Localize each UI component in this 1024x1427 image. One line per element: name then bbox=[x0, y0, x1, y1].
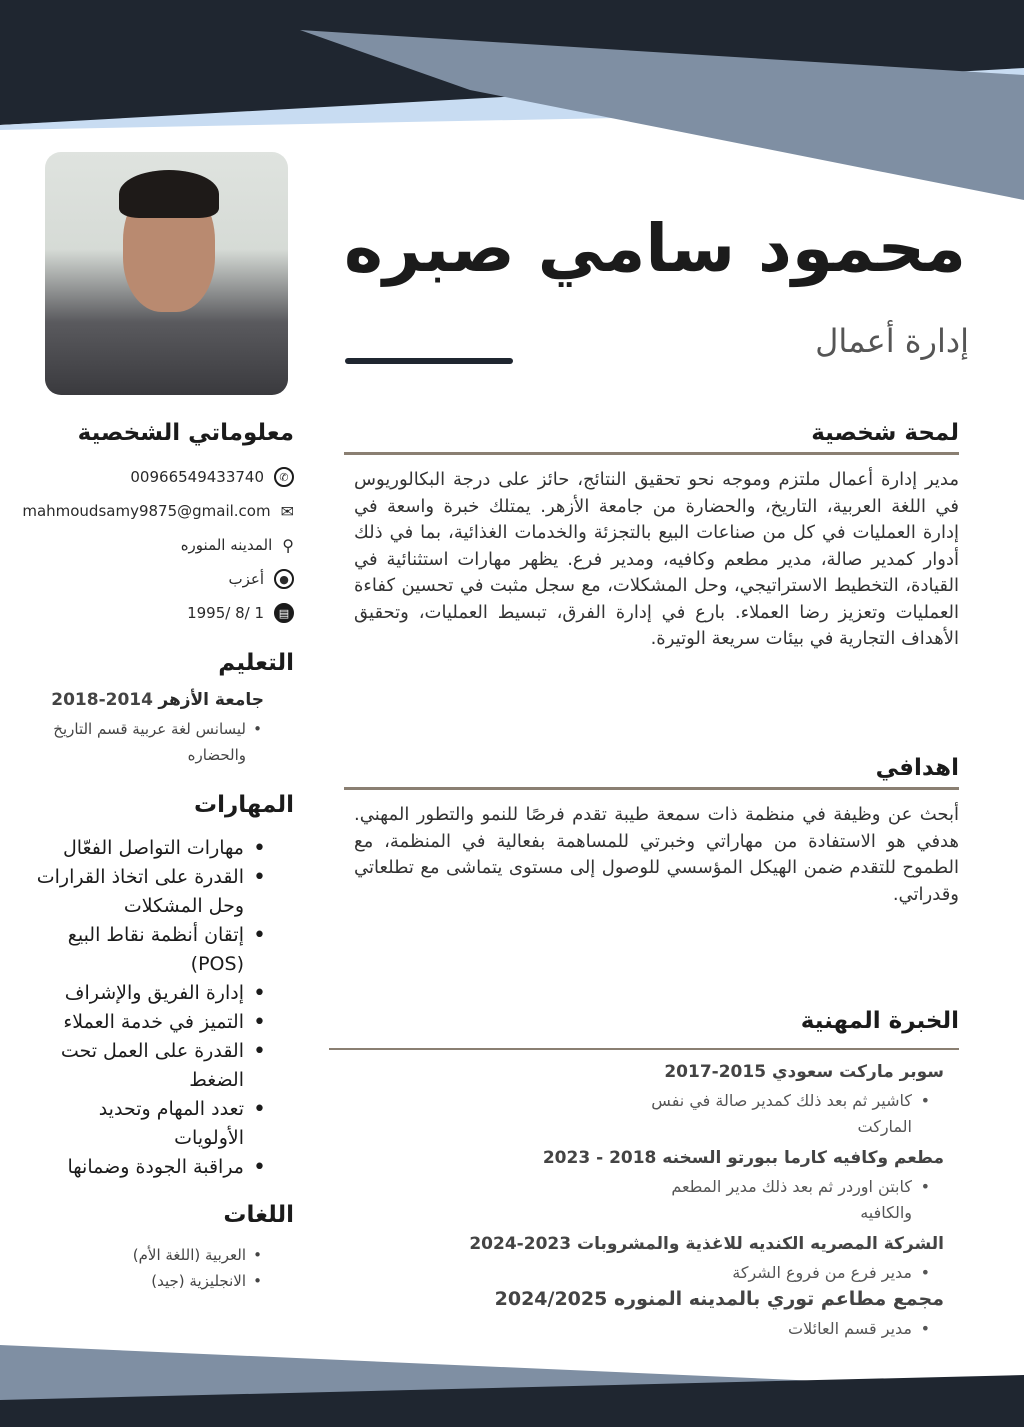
profile-text: مدير إدارة أعمال ملتزم وموجه نحو تحقيق النتائج، حائز على درجة البكالوريوس في اللغة العربية، التاريخ، والحضارة من جامعة الأزهر. يمتلك خبرة واسعة في إدارة العمليات في كل من صناعات البيع بالتجزئة والخدمات الغذائية، بما في ذلك أدوار كمدير صالة، مدير مطعم وكافيه، ومدير فرع. يظهر مهارات استثنائية في القيادة، التخطيط الاستراتيجي، وحل المشكلات، مع سجل مثبت في تحسين كفاءة العمليات وتعزيز رضا العملاء. بارع في إدارة الفرق، تبسيط العمليات، وتحقيق الأهداف التجارية في بيئات سريعة الوتيرة. bbox=[354, 469, 959, 649]
job-title: الشركة المصريه الكنديه للاغذية والمشروبات 2023-2024 bbox=[469, 1234, 944, 1254]
divider bbox=[344, 452, 959, 455]
job-title: إدارة أعمال bbox=[815, 322, 969, 360]
skill-item: • مهارات التواصل الفعّال bbox=[24, 834, 266, 863]
job-title: مطعم وكافيه كارما ببورتو السخنه 2018 - 2023 bbox=[542, 1148, 944, 1168]
candidate-name: محمود سامي صبره bbox=[344, 210, 966, 287]
personal-heading: معلوماتي الشخصية bbox=[77, 420, 294, 446]
skill-item: • تعدد المهام وتحديد الأولويات bbox=[24, 1095, 266, 1153]
goals-section bbox=[344, 755, 959, 908]
skill-item: • مراقبة الجودة وضمانها bbox=[24, 1153, 266, 1182]
goals-heading: اهدافي bbox=[875, 755, 959, 781]
job-item: • كاشير ثم بعد ذلك كمدير صالة في نفس الماركت bbox=[604, 1088, 944, 1140]
school: جامعة الأزهر bbox=[158, 690, 264, 710]
email: mahmoudsamy9875@gmail.com bbox=[22, 502, 271, 520]
experience-section bbox=[329, 1008, 959, 1342]
location-icon: ⚲ bbox=[282, 535, 294, 555]
phone-icon: ✆ bbox=[274, 467, 294, 487]
skill-item: • إدارة الفريق والإشراف bbox=[24, 979, 266, 1008]
experience-heading: الخبرة المهنية bbox=[800, 1008, 959, 1034]
calendar-icon: ▤ bbox=[274, 603, 294, 623]
skill-item: • التميز في خدمة العملاء bbox=[24, 1008, 266, 1037]
personal-info-section bbox=[0, 420, 294, 1294]
skill-item: • إتقان أنظمة نقاط البيع (POS) bbox=[24, 921, 266, 979]
profile-photo bbox=[45, 152, 288, 395]
skills-heading: المهارات bbox=[194, 792, 294, 818]
goals-text: أبحث عن وظيفة في منظمة ذات سمعة طيبة تقدم فرصًا للنمو والتطور المهني. هدفي هو الاستفادة من مهاراتي وخبرتي للمساهمة بفعالية في المنظمة، مع الطموح للتقدم ضمن الهيكل المؤسسي للوصول إلى مستوى يتماشى مع تطلعاتي وقدراتي. bbox=[354, 804, 959, 905]
profile-section bbox=[344, 420, 959, 653]
city: المدينه المنوره bbox=[180, 536, 273, 554]
job-item: • مدير فرع من فروع الشركة bbox=[329, 1260, 944, 1286]
user-icon: ● bbox=[274, 569, 294, 589]
education-item: • ليسانس لغة عربية قسم التاريخ والحضاره bbox=[0, 716, 264, 768]
language-item: • الانجليزية (جيد) bbox=[0, 1268, 264, 1294]
skill-item: • القدرة على اتخاذ القرارات وحل المشكلات bbox=[24, 863, 266, 921]
divider bbox=[345, 358, 513, 364]
job-title: سوبر ماركت سعودي 2015-2017 bbox=[664, 1062, 944, 1082]
job-title: مجمع مطاعم توري بالمدينه المنوره 2024/2025 bbox=[494, 1288, 944, 1310]
mail-icon: ✉ bbox=[280, 501, 294, 521]
education-years: 2014-2018 bbox=[51, 690, 153, 710]
skill-item: • القدرة على العمل تحت الضغط bbox=[24, 1037, 266, 1095]
profile-heading: لمحة شخصية bbox=[811, 420, 959, 446]
phone: 00966549433740 bbox=[130, 468, 264, 486]
language-item: • العربية (اللغة الأم) bbox=[0, 1242, 264, 1268]
divider bbox=[344, 787, 959, 790]
job-item: • مدير قسم العائلات bbox=[329, 1316, 944, 1342]
job-item: • كابتن اوردر ثم بعد ذلك مدير المطعم والكافيه bbox=[644, 1174, 944, 1226]
birthdate: 1 /8 /1995 bbox=[187, 604, 264, 622]
divider bbox=[329, 1048, 959, 1050]
marital-status: أعزب bbox=[228, 570, 264, 588]
languages-heading: اللغات bbox=[223, 1202, 294, 1228]
education-heading: التعليم bbox=[218, 650, 294, 676]
